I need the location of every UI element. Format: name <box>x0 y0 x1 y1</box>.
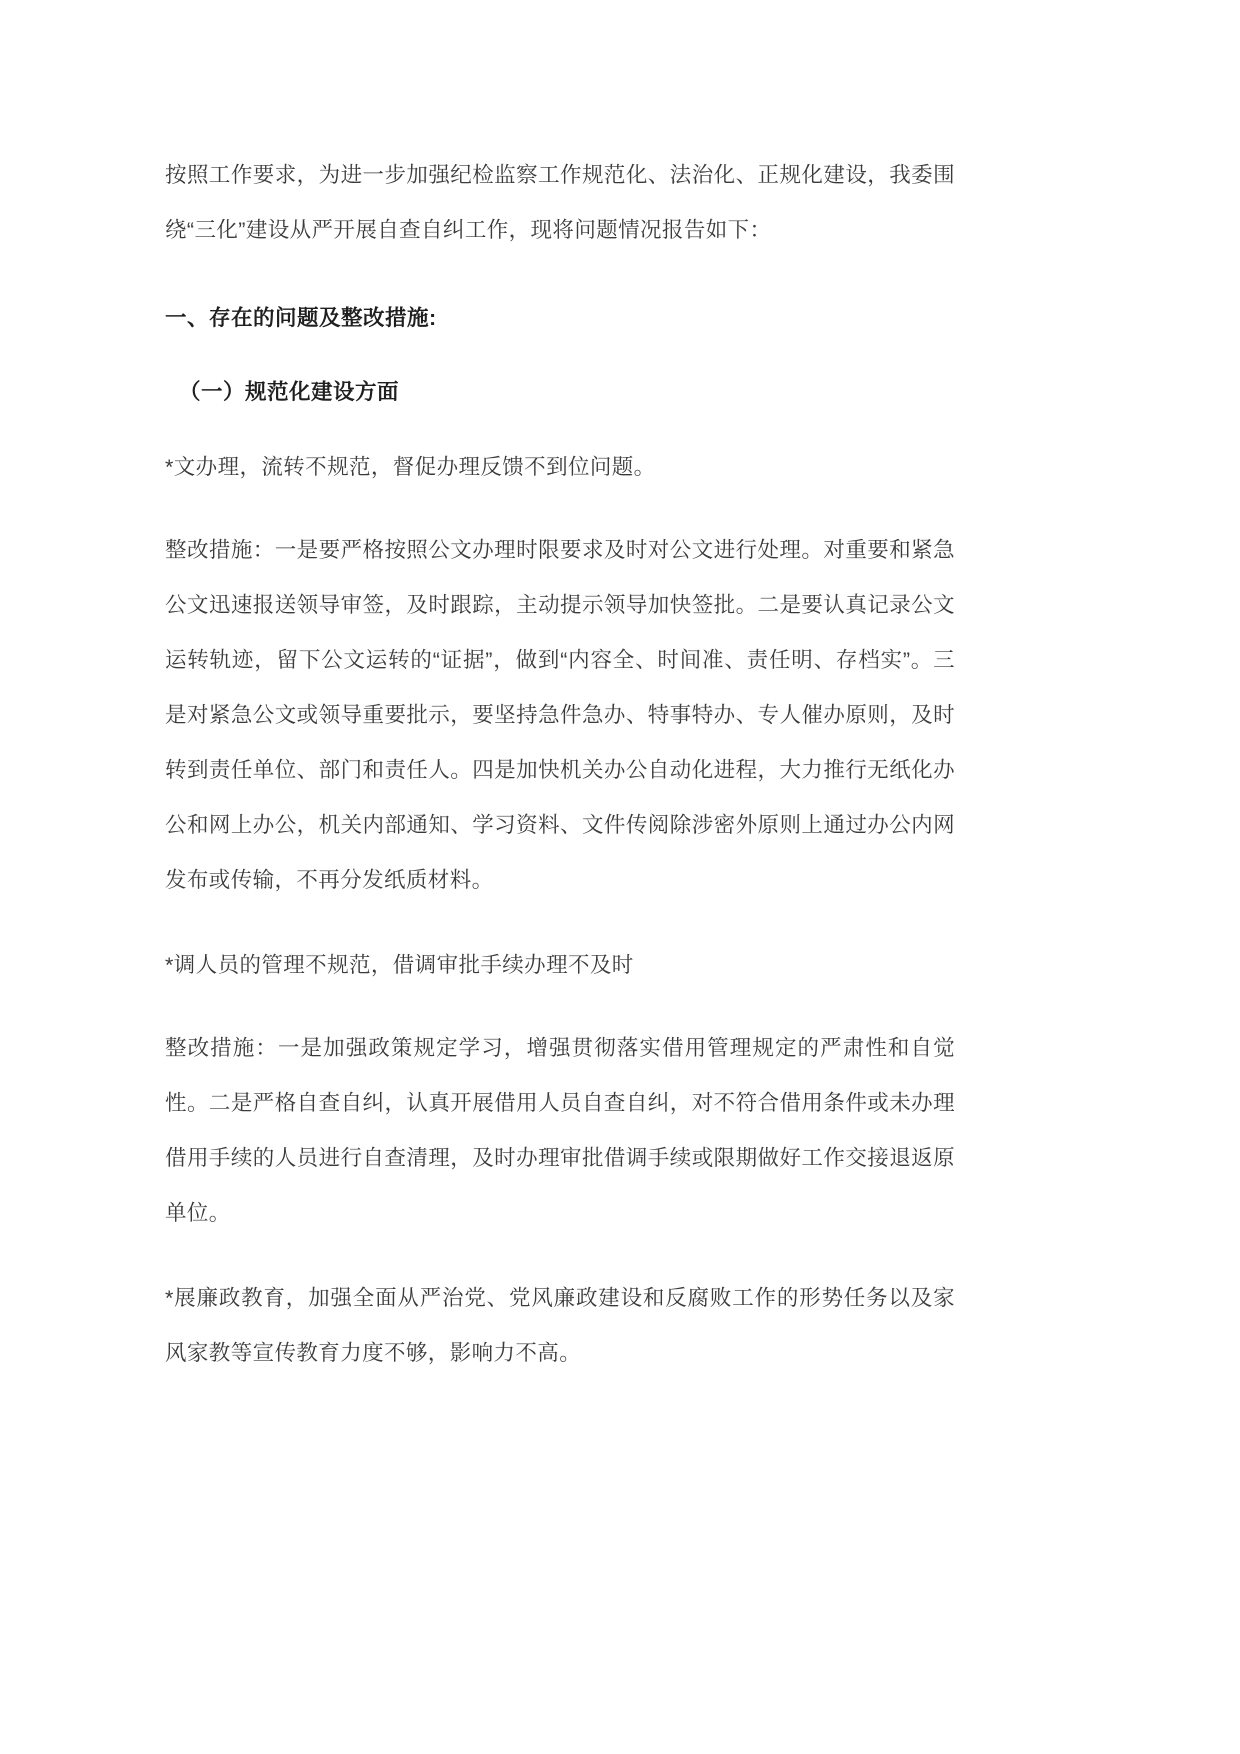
problem-statement-document-handling: *文办理，流转不规范，督促办理反馈不到位问题。 <box>165 455 656 479</box>
measure-secondment-management: 整改措施：一是加强政策规定学习，增强贯彻落实借用管理规定的严肃性和自觉性。二是严格自查自纠，认真开展借用人员自查自纠，对不符合借用条件或未办理借用手续的人员进行自查清理，及时办理审批借调手续或限期做好工作交接退返原单位。 <box>165 1036 955 1225</box>
problem-statement-secondment-management: *调人员的管理不规范，借调审批手续办理不及时 <box>165 953 634 977</box>
document-body <box>165 148 955 1381</box>
problem-statement-integrity-education: *展廉政教育，加强全面从严治党、党风廉政建设和反腐败工作的形势任务以及家风家教等宣传教育力度不够，影响力不高。 <box>165 1286 955 1365</box>
intro-paragraph: 按照工作要求，为进一步加强纪检监察工作规范化、法治化、正规化建设，我委围绕“三化”建设从严开展自查自纠工作，现将问题情况报告如下： <box>165 163 955 242</box>
measure-document-handling: 整改措施：一是要严格按照公文办理时限要求及时对公文进行处理。对重要和紧急公文迅速报送领导审签，及时跟踪，主动提示领导加快签批。二是要认真记录公文运转轨迹，留下公文运转的“证据”，做到“内容全、时间准、责任明、存档实”。三是对紧急公文或领导重要批示，要坚持急件急办、特事特办、专人催办原则，及时转到责任单位、部门和责任人。四是加快机关办公自动化进程，大力推行无纸化办公和网上办公，机关内部通知、学习资料、文件传阅除涉密外原则上通过办公内网发布或传输，不再分发纸质材料。 <box>165 538 955 892</box>
subsection-heading-standardization: （一）规范化建设方面 <box>179 380 400 404</box>
section-heading-problems-and-measures: 一、存在的问题及整改措施: <box>165 306 437 330</box>
